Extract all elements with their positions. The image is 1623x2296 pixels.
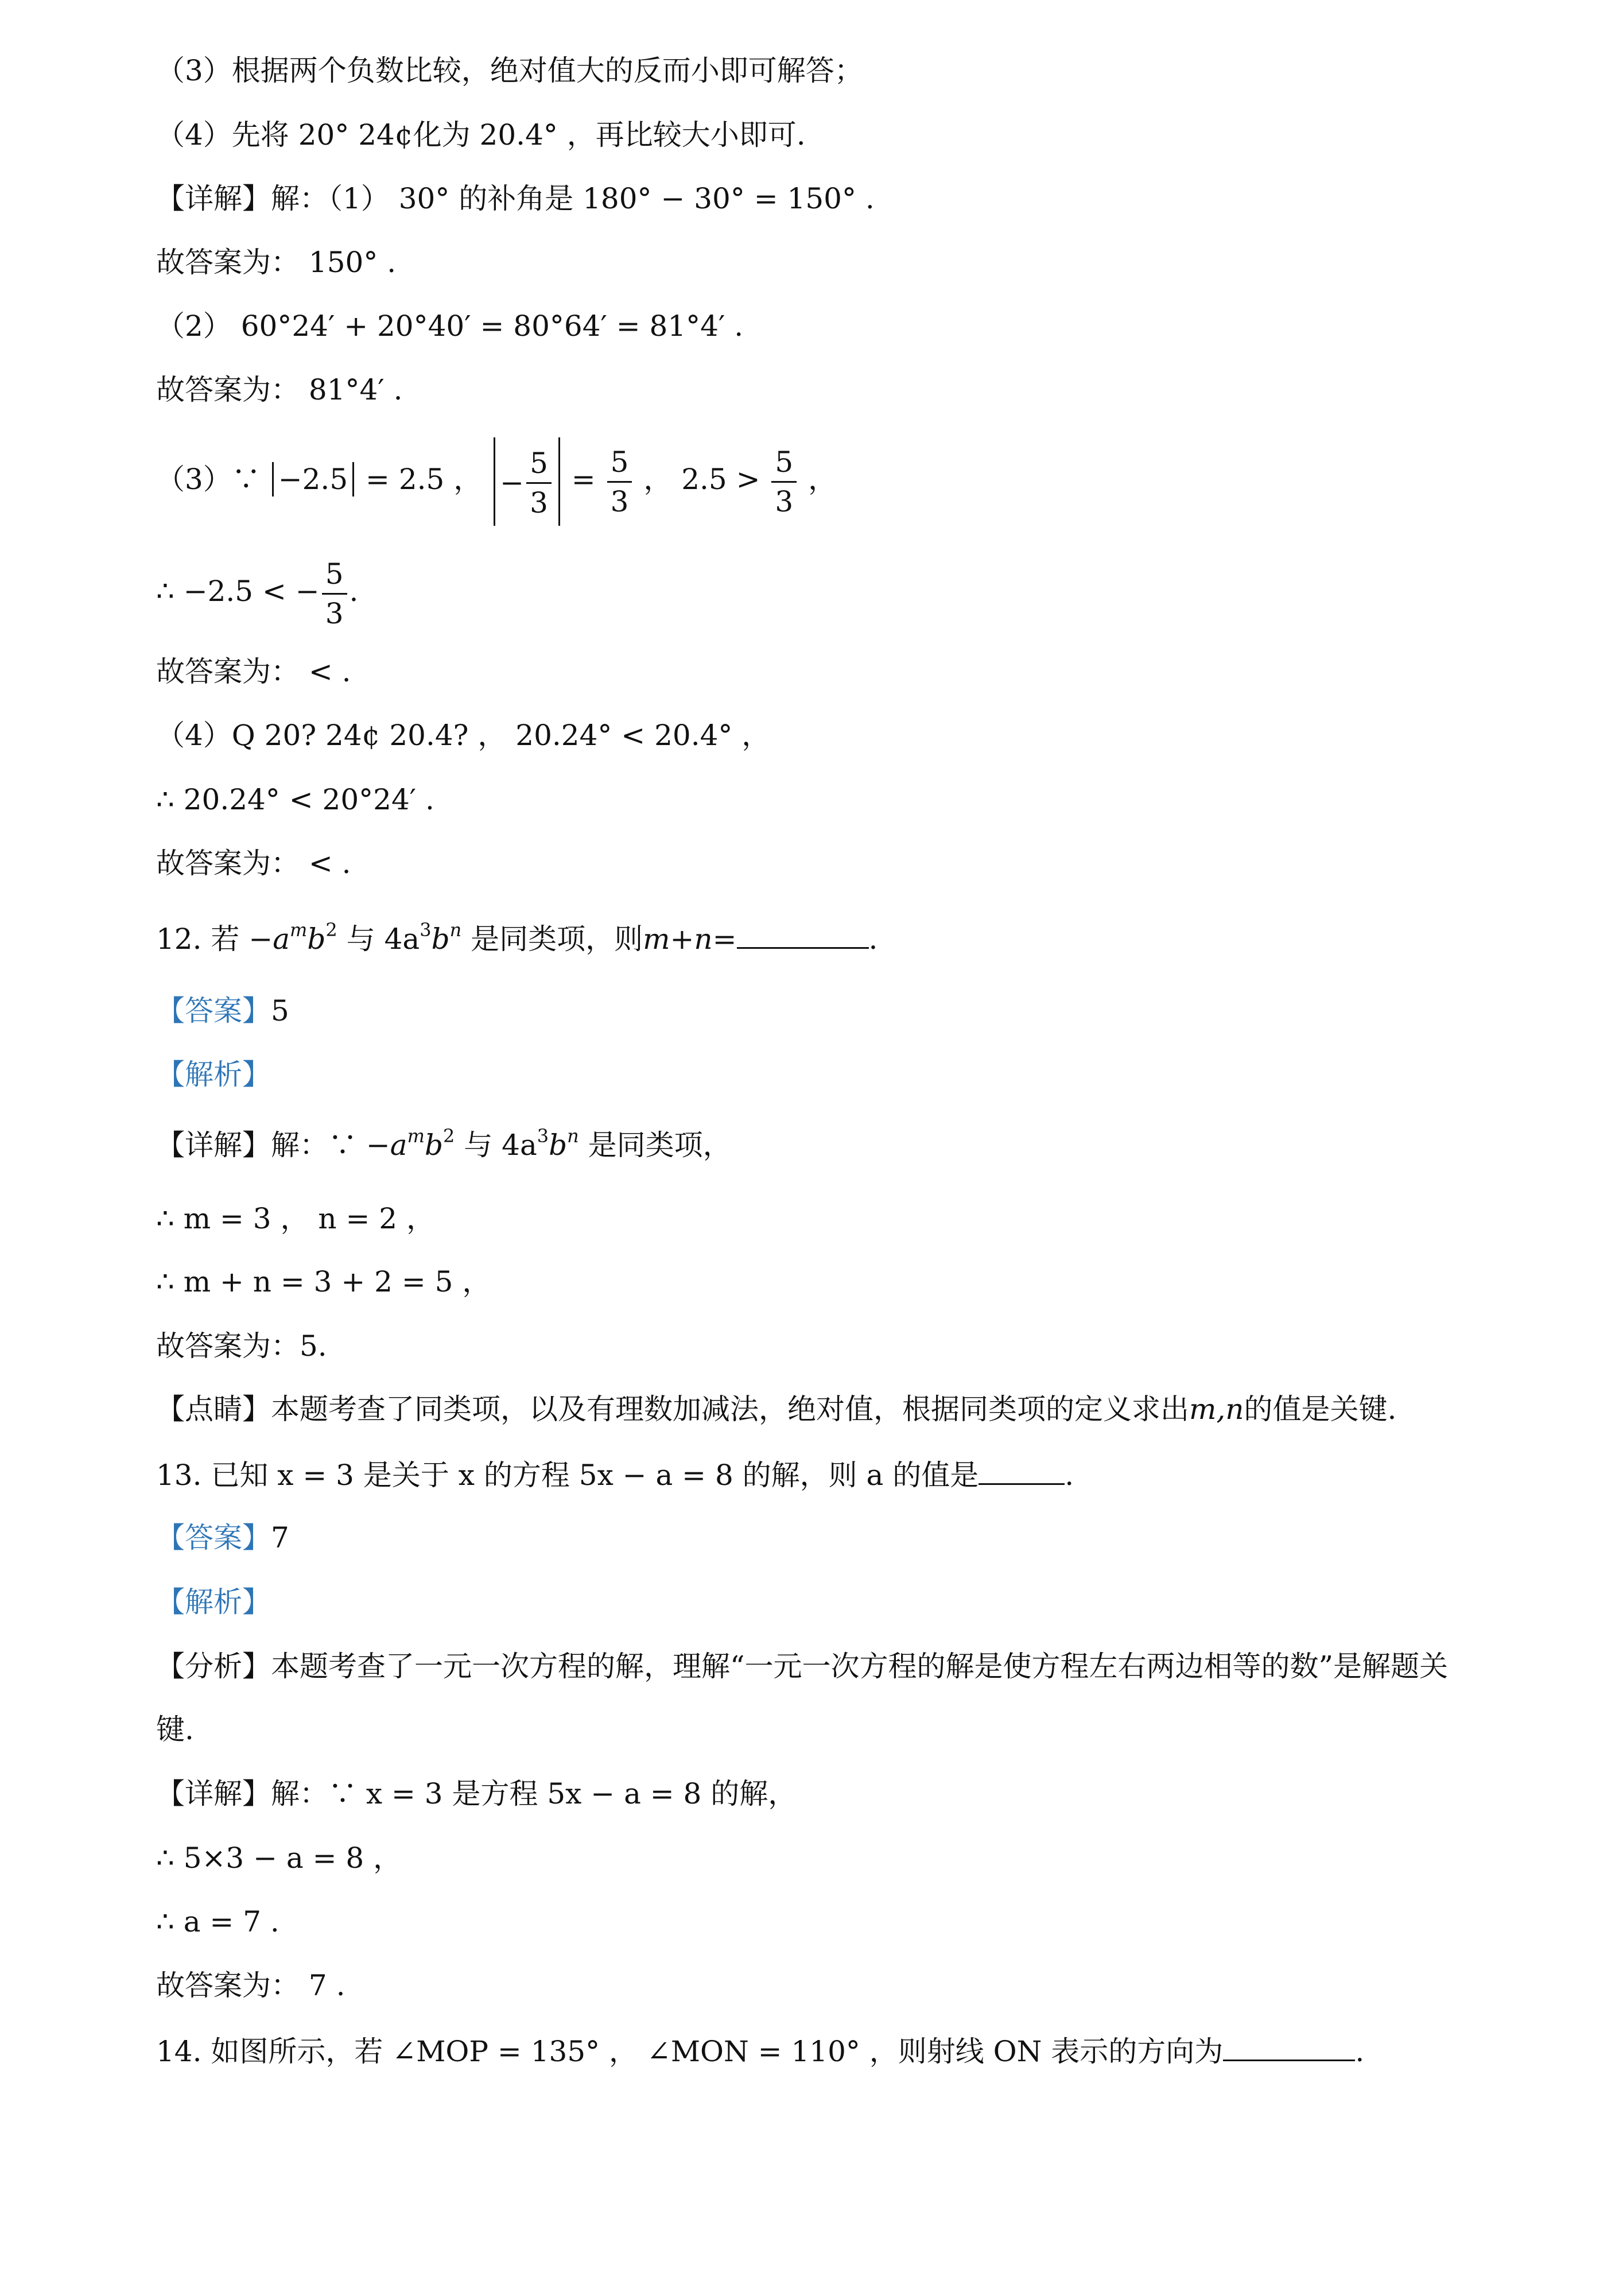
term: m,n [1189, 1393, 1244, 1426]
text-line: ∴ 5×3 − a = 8 ， [156, 1841, 402, 1875]
answer-blank[interactable] [1223, 2031, 1355, 2061]
analysis-tag: 【解析】 [156, 1585, 271, 1619]
text-segment: ， [808, 463, 837, 496]
text-line: （4）Q 20? 24¢ 20.4? ， 20.24° < 20.4° ， [156, 719, 771, 752]
text-segment: 【点睛】本题考查了同类项，以及有理数加减法，绝对值，根据同类项的定义求出 [156, 1393, 1189, 1426]
text-line: ∴ 20.24° < 20°24′ . [156, 783, 434, 816]
question-stem: 13. 已知 x = 3 是关于 x 的方程 5x − a = 8 的解，则 a 的值是 [156, 1459, 979, 1492]
term: m+n= [643, 922, 737, 956]
exponent: 2 [325, 919, 337, 941]
fraction-numerator: 5 [322, 555, 347, 595]
minus-sign: − [500, 466, 525, 499]
exponent: n [449, 919, 462, 941]
question-13 [156, 1455, 1537, 1494]
text-segment: 是同类项，则 [471, 922, 643, 956]
answer-blank[interactable] [979, 1455, 1065, 1485]
term: 4a [502, 1128, 537, 1162]
text-line: （3）根据两个负数比较，绝对值大的反而小即可解答； [156, 54, 863, 87]
text-line: ∴ m + n = 3 + 2 = 5 ， [156, 1265, 491, 1298]
fraction-numerator: 5 [607, 443, 632, 483]
exponent: 2 [442, 1125, 455, 1147]
inequality-line [156, 548, 1537, 634]
exponent: m [407, 1125, 425, 1147]
answer-value: 7 [271, 1521, 289, 1554]
exponent: n [567, 1125, 579, 1147]
answer-blank[interactable] [737, 918, 869, 949]
text-line: （4）先将 20° 24¢化为 20.4° ，再比较大小即可. [156, 118, 806, 152]
text-segment: ∴ −2.5 < − [156, 575, 320, 608]
comment-line [156, 1390, 1537, 1428]
text-segment: = 2.5 ， [366, 463, 483, 496]
text-line: 键. [156, 1713, 194, 1746]
text-line: ∴ a = 7 . [156, 1905, 279, 1938]
text-segment: 的值是关键. [1244, 1393, 1397, 1426]
fraction [607, 443, 632, 521]
question-14 [156, 2031, 1537, 2070]
text-line: 故答案为： 150° . [156, 246, 397, 279]
answer-line [156, 1519, 1537, 1557]
text-line: 故答案为：5. [156, 1329, 327, 1363]
exponent: m [290, 919, 308, 941]
analysis-tag: 【解析】 [156, 1058, 271, 1091]
exponent: 3 [420, 919, 432, 941]
question-label: 12. 若 [156, 922, 240, 956]
abs-value-fraction [494, 437, 560, 526]
text-segment: 【详解】解：∵ [156, 1128, 357, 1162]
exponent: 3 [537, 1125, 549, 1147]
abs-value-line [156, 436, 1537, 522]
text-line: 【详解】解：∵ x = 3 是方程 5x − a = 8 的解， [156, 1777, 797, 1810]
fraction-denominator: 3 [610, 484, 629, 518]
answer-value: 5 [271, 994, 289, 1027]
fraction-numerator: 5 [771, 443, 797, 483]
text-line: （2） 60°24′ + 20°40′ = 80°64′ = 81°4′ . [156, 309, 744, 343]
text-line: 故答案为： 81°4′ . [156, 373, 403, 406]
fraction-denominator: 3 [325, 596, 344, 630]
term: b [307, 922, 326, 956]
term: −a [249, 922, 290, 956]
text-segment: . [349, 575, 359, 608]
text-segment: ， 2.5 > [643, 463, 760, 496]
text-line: 故答案为： 7 . [156, 1969, 345, 2002]
abs-value: −2.5 [272, 462, 354, 497]
text-line: 故答案为： < . [156, 655, 351, 688]
text-segment: （3）∵ [156, 463, 261, 496]
text-segment: . [868, 922, 878, 956]
fraction-denominator: 3 [530, 486, 548, 519]
text-segment: . [1065, 1459, 1074, 1492]
text-segment: = [571, 463, 596, 496]
text-line: 故答案为： < . [156, 847, 351, 880]
answer-tag: 【答案】 [156, 1521, 271, 1554]
text-line: ∴ m = 3 ， n = 2 ， [156, 1202, 435, 1235]
text-segment: 与 [464, 1128, 493, 1162]
text-segment: 是同类项， [588, 1128, 732, 1162]
fraction-denominator: 3 [775, 484, 794, 518]
fraction [771, 443, 797, 521]
fraction [322, 555, 347, 633]
text-line: 【详解】解：（1） 30° 的补角是 180° − 30° = 150° . [156, 182, 875, 215]
term: 4a [384, 922, 420, 956]
fraction [526, 444, 552, 522]
term: −a [366, 1128, 407, 1162]
fraction-numerator: 5 [526, 444, 552, 484]
term: b [424, 1128, 443, 1162]
question-12 [156, 918, 1537, 958]
question-stem: 14. 如图所示，若 ∠MOP = 135° ， ∠MON = 110° ，则射线 ON 表示的方向为 [156, 2035, 1224, 2068]
detail-line [156, 1126, 1537, 1164]
text-line: 【分析】本题考查了一元一次方程的解，理解“一元一次方程的解是使方程左右两边相等的数”是解题关 [156, 1650, 1449, 1683]
text-segment: . [1355, 2035, 1365, 2068]
text-segment: 与 [346, 922, 375, 956]
term: b [549, 1128, 568, 1162]
answer-line [156, 992, 1537, 1030]
term: b [431, 922, 450, 956]
answer-tag: 【答案】 [156, 994, 271, 1027]
